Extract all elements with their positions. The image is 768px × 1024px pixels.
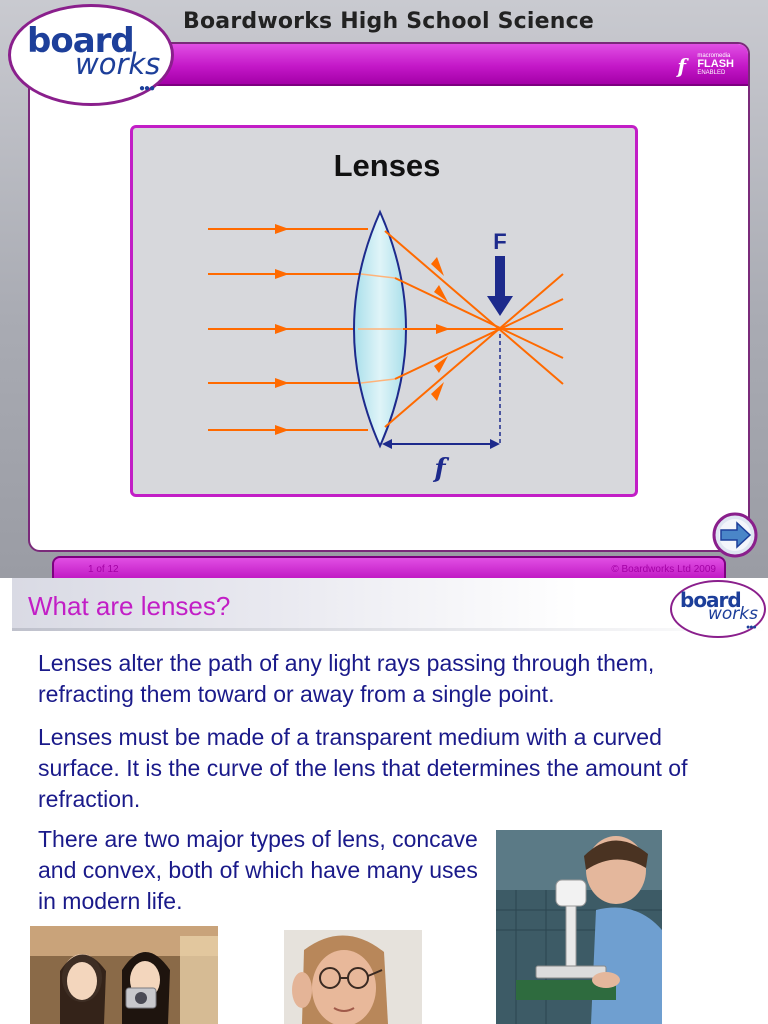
focal-point-label: F — [493, 229, 507, 254]
next-slide-arrow-icon[interactable] — [712, 512, 758, 558]
focal-length-label: f — [434, 454, 446, 484]
paragraph-3: There are two major types of lens, concave and convex, both of which have many uses in modern life. — [38, 826, 478, 914]
lens-diagram-panel — [130, 125, 638, 497]
photo-camera-users — [30, 926, 218, 1024]
copyright-text: © Boardworks Ltd 2009 — [611, 564, 716, 575]
bottom-bar — [52, 556, 726, 578]
focal-point-arrow-icon — [487, 256, 513, 316]
arrowhead — [436, 324, 450, 334]
arrowhead — [275, 378, 289, 388]
ray-out-1 — [385, 231, 563, 384]
ray-out-5 — [385, 274, 563, 427]
flash-icon: f — [677, 54, 686, 78]
photo-woman-glasses — [284, 930, 422, 1024]
flash-badge — [677, 53, 734, 78]
logo-text-works: works — [708, 604, 758, 624]
paragraph-2: Lenses must be made of a transparent medium with a curved surface. It is the curve of the lens that determines the amount of refraction. — [38, 724, 688, 812]
ray-arrowheads-in — [275, 224, 289, 435]
slide-title: What are lenses? — [28, 591, 231, 621]
arrowhead — [275, 324, 289, 334]
arrowhead — [275, 269, 289, 279]
lens-diagram — [133, 128, 635, 494]
incoming-rays — [208, 229, 368, 430]
flash-badge-top: macromedia — [697, 53, 731, 59]
arrowhead — [275, 425, 289, 435]
arrowhead — [275, 224, 289, 234]
logo-text-works: works — [75, 47, 161, 81]
logo-text-board: board — [680, 588, 741, 612]
header-title: Boardworks High School Science — [183, 9, 594, 34]
paragraph-1: Lenses alter the path of any light rays passing through them, refracting them toward or away from a single point. — [38, 650, 655, 707]
header-divider — [12, 628, 768, 631]
focal-length-arrow-left-icon — [382, 439, 392, 449]
logo-dots: ●●● — [746, 624, 756, 631]
slide-2 — [0, 578, 768, 1024]
diagram-title: Lenses — [333, 148, 441, 183]
boardworks-logo — [8, 4, 174, 106]
photo-microscope-technician — [496, 830, 662, 1024]
logo-text-board: board — [27, 21, 134, 61]
boardworks-logo — [670, 580, 766, 638]
flash-badge-bottom: ENABLED — [697, 70, 726, 76]
flash-badge-main: FLASH — [697, 58, 734, 70]
logo-dots: ●●● — [139, 83, 155, 94]
refracted-rays — [385, 231, 563, 427]
focal-length-arrow-right-icon — [490, 439, 500, 449]
page-indicator: 1 of 12 — [88, 564, 119, 575]
